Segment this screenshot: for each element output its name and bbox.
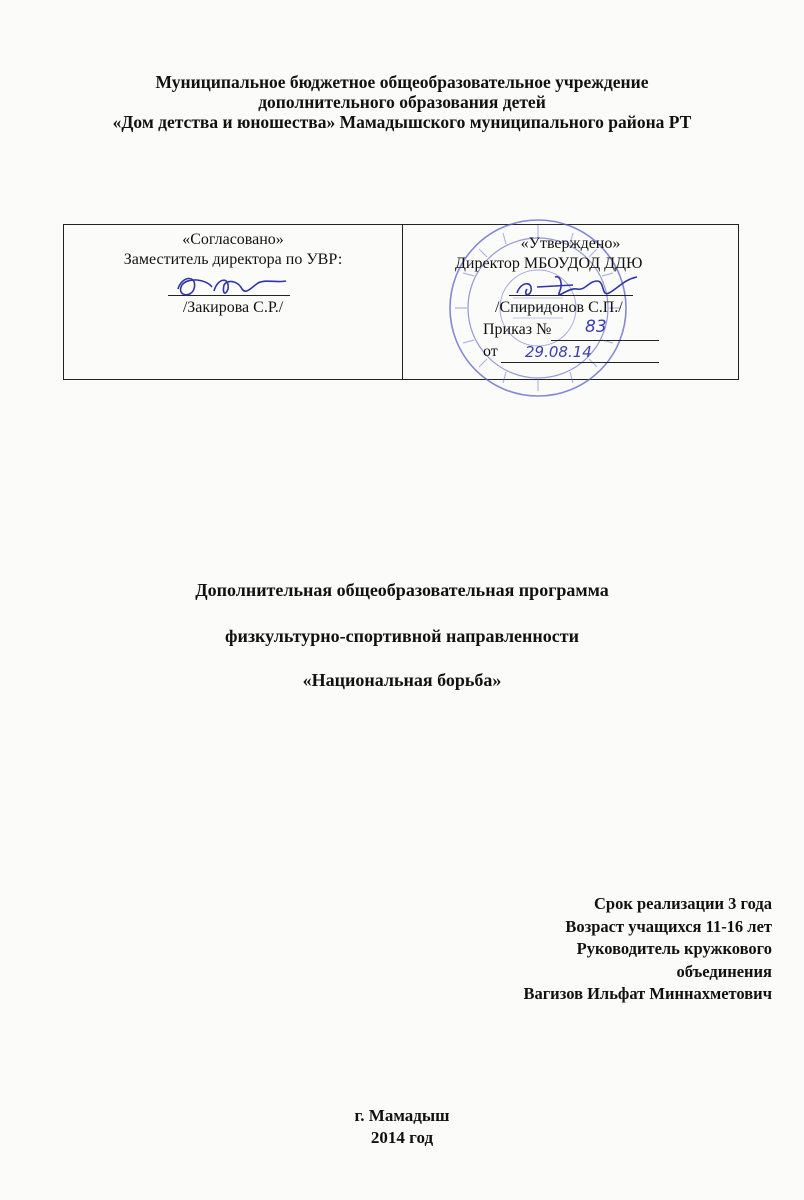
approved-position: Директор МБОУДОД ДДЮ — [455, 255, 643, 272]
order-date: 29.08.14 — [525, 343, 592, 361]
order-label: Приказ № — [483, 321, 552, 338]
approved-cell — [403, 225, 738, 379]
agreed-cell — [64, 225, 403, 379]
leader-name: Вагизов Ильфат Миннахметович — [523, 984, 772, 1004]
agreed-signature — [172, 269, 292, 303]
student-age: Возраст учащихся 11-16 лет — [565, 916, 772, 936]
header-line-3: «Дом детства и юношества» Мамадышского муниципального района РТ — [112, 112, 692, 132]
approved-name: /Спиридонов С.П./ — [495, 299, 623, 316]
year: 2014 год — [370, 1128, 434, 1147]
program-title-line-2: физкультурно-спортивной направленности — [225, 626, 579, 646]
approval-table — [63, 224, 739, 380]
program-details — [372, 893, 772, 1006]
program-title-line-1: Дополнительная общеобразовательная программа — [195, 580, 609, 600]
city: г. Мамадыш — [354, 1106, 450, 1125]
implementation-term: Срок реализации 3 года — [594, 894, 772, 913]
agreed-position: Заместитель директора по УВР: — [123, 251, 343, 268]
date-label: от — [483, 343, 498, 360]
order-number: 83 — [585, 317, 607, 337]
program-title-line-3: «Национальная борьба» — [302, 670, 502, 690]
institution-header — [0, 72, 804, 132]
leader-title-2: объединения — [676, 961, 772, 981]
header-line-1: Муниципальное бюджетное общеобразовательное учреждение — [155, 72, 649, 92]
leader-title-1: Руководитель кружкового — [576, 939, 772, 959]
agreed-name: /Закирова С.Р./ — [182, 299, 284, 316]
order-number-line — [551, 340, 659, 341]
approved-heading: «Утверждено» — [520, 235, 621, 252]
header-line-2: дополнительного образования детей — [258, 92, 546, 112]
agreed-heading: «Согласовано» — [182, 231, 284, 248]
date-line — [501, 362, 659, 363]
